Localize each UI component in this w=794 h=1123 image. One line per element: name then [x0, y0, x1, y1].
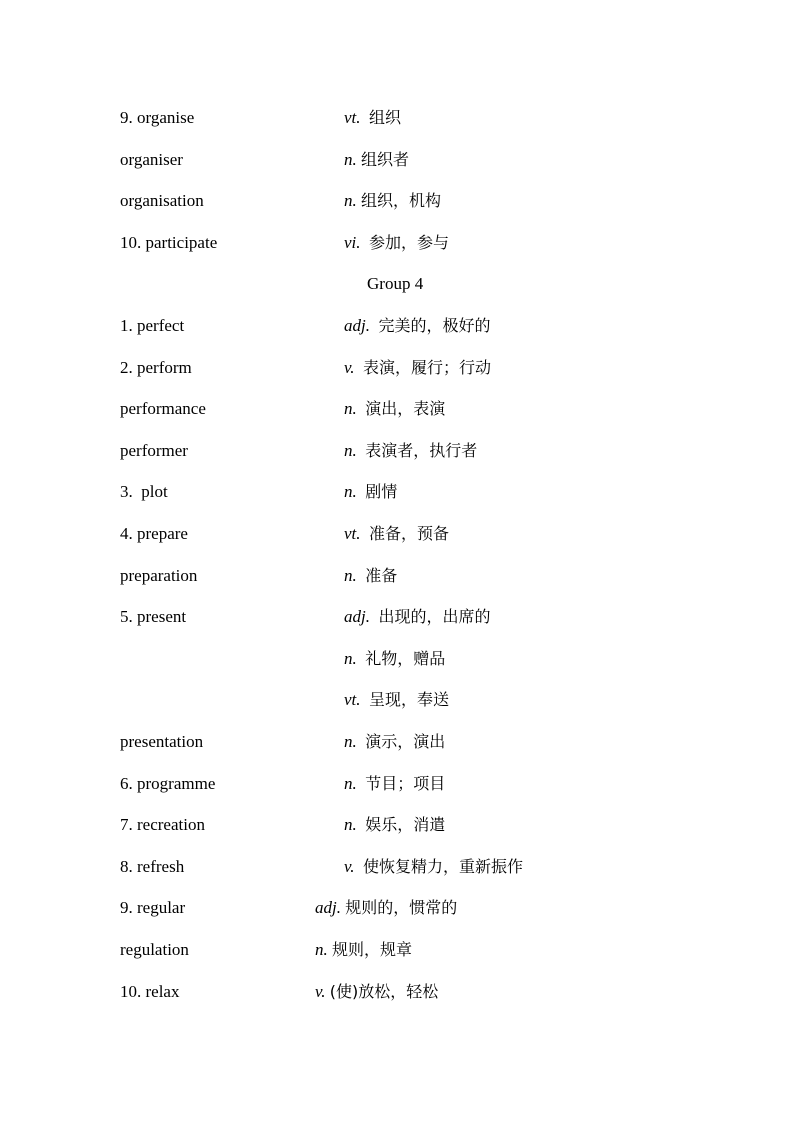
- chinese-gloss: (使)放松，轻松: [329, 982, 439, 1001]
- vocab-entry: [0, 395, 794, 423]
- part-of-speech: n.: [344, 774, 357, 793]
- entry-definition: [344, 520, 449, 548]
- entry-word: 2. perform: [120, 358, 192, 377]
- part-of-speech: adj.: [315, 898, 341, 917]
- part-of-speech: n.: [344, 566, 357, 585]
- entry-word: performer: [120, 441, 188, 460]
- vocab-entry: [0, 146, 794, 174]
- vocab-entry: [0, 312, 794, 340]
- entry-definition: [344, 354, 491, 382]
- chinese-gloss: 使恢复精力，重新振作: [363, 857, 524, 876]
- chinese-gloss: 组织: [369, 108, 402, 127]
- vocab-entry: [0, 686, 794, 714]
- chinese-gloss: 剧情: [365, 482, 398, 501]
- vocab-entry: [0, 603, 794, 631]
- vocab-entry: [0, 811, 794, 839]
- entry-word: 5. present: [120, 607, 187, 626]
- entry-definition: [315, 894, 457, 922]
- part-of-speech: v.: [315, 982, 326, 1001]
- entry-definition: [344, 312, 491, 340]
- part-of-speech: n.: [344, 441, 357, 460]
- entry-definition: [344, 478, 397, 506]
- entry-word: presentation: [120, 732, 204, 751]
- entry-word: 7. recreation: [120, 815, 205, 834]
- entry-definition: [344, 853, 523, 881]
- entry-definition: [344, 437, 477, 465]
- part-of-speech: n.: [344, 732, 357, 751]
- part-of-speech: vi.: [344, 233, 361, 252]
- part-of-speech: n.: [344, 815, 357, 834]
- part-of-speech: adj.: [344, 607, 370, 626]
- vocab-entry: [0, 562, 794, 590]
- vocab-entry: [0, 770, 794, 798]
- entry-word: preparation: [120, 566, 198, 585]
- chinese-gloss: 完美的，极好的: [378, 316, 491, 335]
- vocab-entry: [0, 728, 794, 756]
- chinese-gloss: 表演，履行；行动: [363, 358, 492, 377]
- chinese-gloss: 演示，演出: [365, 732, 446, 751]
- entry-definition: [344, 229, 449, 257]
- vocab-entry: [0, 187, 794, 215]
- chinese-gloss: 演出，表演: [365, 399, 446, 418]
- entry-definition: [344, 645, 445, 673]
- part-of-speech: v.: [344, 857, 355, 876]
- part-of-speech: v.: [344, 358, 355, 377]
- entry-word: performance: [120, 399, 206, 418]
- chinese-gloss: 准备: [365, 566, 398, 585]
- entry-word: 4. prepare: [120, 524, 188, 543]
- entry-definition: [315, 936, 412, 964]
- entry-word: 9. organise: [120, 108, 195, 127]
- vocab-entry: [0, 478, 794, 506]
- chinese-gloss: 娱乐，消遣: [365, 815, 446, 834]
- chinese-gloss: 规则，规章: [332, 940, 413, 959]
- part-of-speech: adj.: [344, 316, 370, 335]
- vocab-entry: [0, 229, 794, 257]
- entry-word: 9. regular: [120, 898, 186, 917]
- entry-word: regulation: [120, 940, 189, 959]
- entry-definition: [344, 104, 401, 132]
- entry-word: organisation: [120, 191, 204, 210]
- vocab-entry: [0, 437, 794, 465]
- entry-word: 10. participate: [120, 233, 218, 252]
- vocab-entry: [0, 354, 794, 382]
- part-of-speech: n.: [344, 399, 357, 418]
- vocab-entry: [0, 520, 794, 548]
- vocab-entry: [0, 936, 794, 964]
- chinese-gloss: 组织，机构: [361, 191, 442, 210]
- vocab-entry: [0, 853, 794, 881]
- part-of-speech: n.: [315, 940, 328, 959]
- entry-definition: [344, 603, 491, 631]
- part-of-speech: n.: [344, 191, 357, 210]
- part-of-speech: n.: [344, 150, 357, 169]
- entry-word: organiser: [120, 150, 183, 169]
- entry-definition: [344, 686, 449, 714]
- entry-definition: [344, 562, 397, 590]
- entry-definition: [315, 978, 438, 1006]
- chinese-gloss: 礼物，赠品: [365, 649, 446, 668]
- entry-definition: [344, 395, 445, 423]
- vocab-entry: [0, 104, 794, 132]
- group-heading: Group 4: [367, 274, 424, 293]
- entry-word: 6. programme: [120, 774, 216, 793]
- chinese-gloss: 参加，参与: [369, 233, 450, 252]
- entry-word: 8. refresh: [120, 857, 185, 876]
- vocab-entry: [0, 645, 794, 673]
- group-heading-row: [0, 270, 794, 298]
- part-of-speech: vt.: [344, 690, 361, 709]
- entry-definition: [344, 187, 441, 215]
- entry-definition: [344, 146, 409, 174]
- entry-word: 1. perfect: [120, 316, 185, 335]
- chinese-gloss: 组织者: [361, 150, 410, 169]
- entry-definition: [344, 811, 445, 839]
- chinese-gloss: 表演者，执行者: [365, 441, 478, 460]
- part-of-speech: n.: [344, 482, 357, 501]
- chinese-gloss: 出现的，出席的: [378, 607, 491, 626]
- chinese-gloss: 规则的，惯常的: [345, 898, 458, 917]
- entry-definition: [344, 770, 445, 798]
- chinese-gloss: 节目；项目: [365, 774, 446, 793]
- part-of-speech: n.: [344, 649, 357, 668]
- part-of-speech: vt.: [344, 524, 361, 543]
- entry-word: 3. plot: [120, 482, 168, 501]
- vocab-entry: [0, 894, 794, 922]
- part-of-speech: vt.: [344, 108, 361, 127]
- entry-definition: [344, 728, 445, 756]
- chinese-gloss: 呈现，奉送: [369, 690, 450, 709]
- entry-word: 10. relax: [120, 982, 180, 1001]
- vocab-entry: [0, 978, 794, 1006]
- chinese-gloss: 准备，预备: [369, 524, 450, 543]
